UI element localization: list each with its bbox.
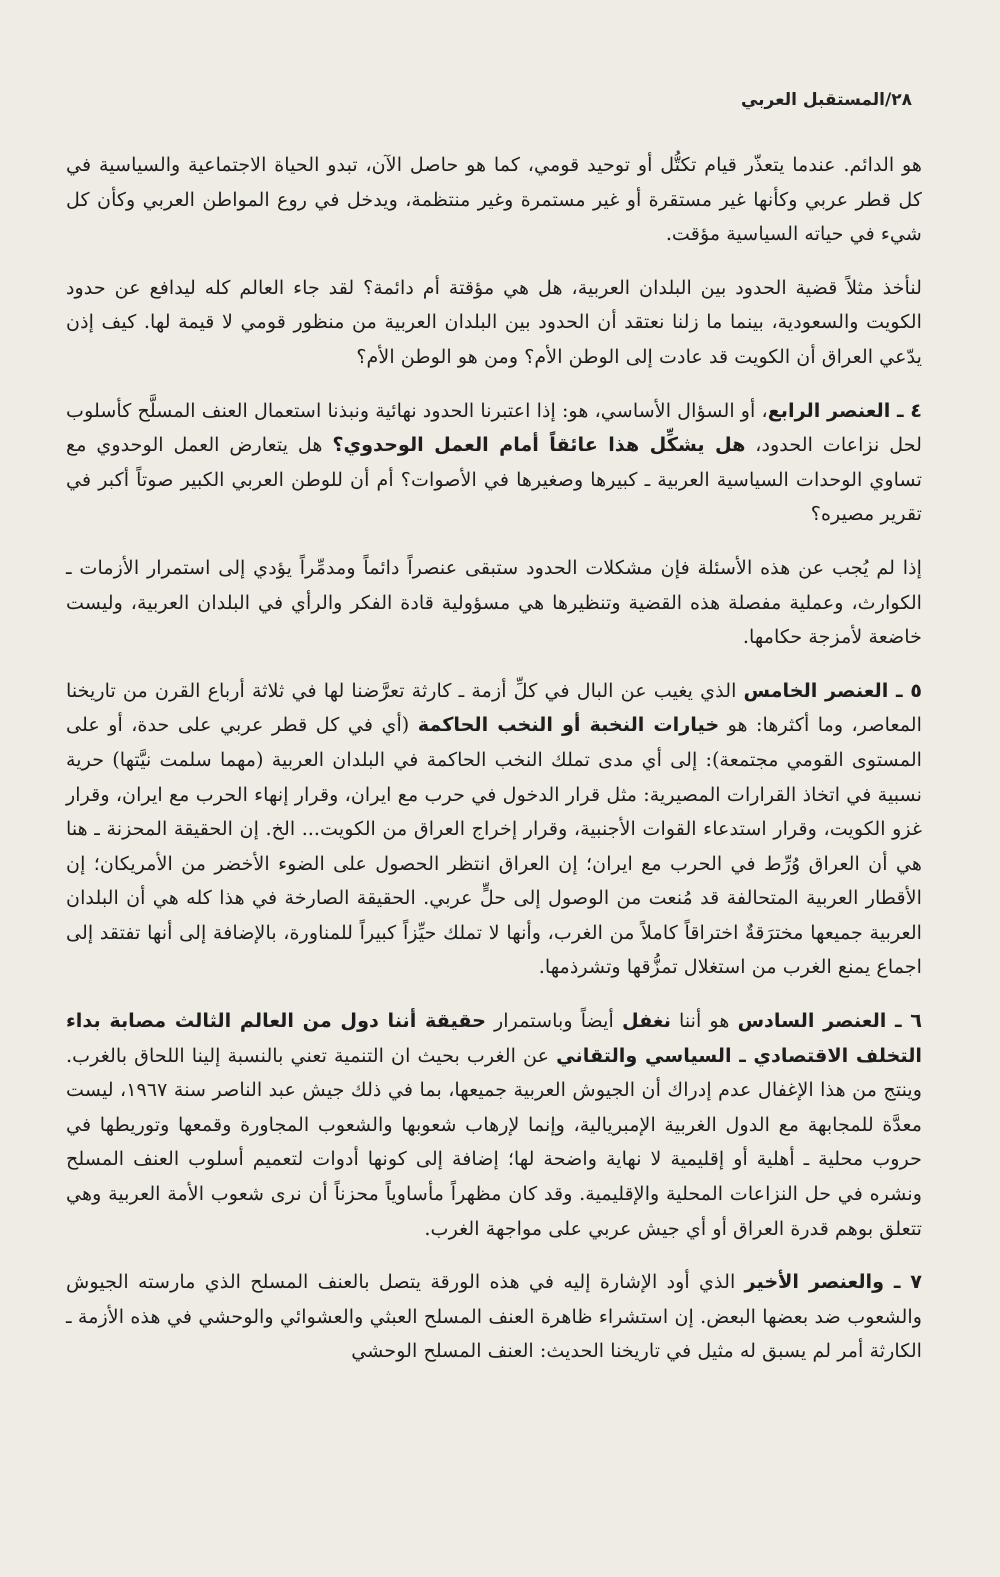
paragraph-element-5 bbox=[66, 674, 922, 985]
paragraph-element-6 bbox=[66, 1004, 922, 1246]
element-4-heading: ٤ ـ العنصر الرابع bbox=[767, 398, 922, 422]
paragraph-1: هو الدائم. عندما يتعذّر قيام تكتُّل أو توحيد قومي، كما هو حاصل الآن، تبدو الحياة الاجتماعية والسياسية في كل قطر عربي وكأنها غير مستقرة أو غير مستمرة وغير منتظمة، ويدخل في روع المواطن العربي وكأن كل شيء في حياته السياسية مؤقت. bbox=[66, 153, 922, 246]
running-head: ٢٨/المستقبل العربي bbox=[740, 90, 912, 110]
element-5-text-b: (أي في كل قطر عربي على حدة، أو على المستوى القومي مجتمعة): إلى أي مدى تملك النخب الحاكمة في البلدان العربية (مهما سلمت نيَّتها) حرية نسبية في اتخاذ القرارات المصيرية: مثل قرار الدخول في حرب مع ايران، وقرار إنهاء الحرب مع ايران، وقرار غزو الكويت، وقرار استدعاء القوات الأجنبية، وقرار إخراج العراق من الكويت... الخ. إن الحقيقة المحزنة ـ هنا هي أن العراق وُرِّط في الحرب مع ايران؛ إن العراق انتظر الحصول على الضوء الأخضر من الأمريكان؛ إن الأقطار العربية المتحالفة قد مُنعت من الوصول إلى حلٍّ عربي. الحقيقة الصارخة في هذا كله هي أن البلدان العربية جميعها مخترَقةٌ اختراقاً كاملاً من الغرب، وأنها لا تملك حيِّزاً كبيراً للمناورة، بالإضافة إلى أنها تفتقد إلى اجماع يمنع الغرب من استغلال تمزُّقها وتشرذمها. bbox=[66, 713, 922, 979]
element-4-text-a: ، أو السؤال الأساسي، هو: إذا اعتبرنا الحدود نهائية ونبذنا استعمال العنف المسلَّح كأسلوب لحل نزاعات الحدود، bbox=[66, 398, 922, 457]
element-5-text-a: الذي يغيب عن البال في كلِّ أزمة ـ كارثة تعرَّضنا لها في ثلاثة أرباع القرن من تاريخنا المعاصر، وما أكثرها: هو bbox=[66, 678, 922, 737]
paragraph-4: إذا لم يُجب عن هذه الأسئلة فإن مشكلات الحدود ستبقى عنصراً دائماً ومدمِّراً يؤدي إلى استمرار الأزمات ـ الكوارث، وعملية مفصلة هذه القضية وتنظيرها هي مسؤولية قادة الفكر والرأي في البلدان العربية، وليست خاضعة لأمزجة حكامها. bbox=[66, 555, 922, 649]
element-6-emphasis-a: نغفل bbox=[621, 1009, 671, 1033]
element-7-text: الذي أود الإشارة إليه في هذه الورقة يتصل بالعنف المسلح الذي مارسته الجيوش والشعوب ضد بعضها البعض. إن استشراء ظاهرة العنف المسلح العبثي والعشوائي والوحشي في هذه الأزمة ـ الكارثة أمر لم يسبق له مثيل في تاريخنا الحديث: العنف المسلح الوحشي bbox=[66, 1270, 922, 1363]
element-6-text-c: عن الغرب بحيث ان التنمية تعني بالنسبة إلينا اللحاق بالغرب. وينتج من هذا الإغفال عدم إدراك أن الجيوش العربية جميعها، بما في ذلك جيش عبد الناصر سنة ١٩٦٧، ليست معدَّة للمجابهة مع الدول الغربية الإمبريالية، وإنما لإرهاب شعوبها والشعوب المجاورة وقمعها وتوريطها في حروب محلية ـ أهلية أو إقليمية لا نهاية واضحة لها؛ إضافة إلى كونها أدوات لتعميم أسلوب العنف المسلح ونشره في حل النزاعات المحلية والإقليمية. وقد كان مظهراً مأساوياً محزناً أن نرى شعوب الأمة العربية وهي تتعلق بوهم قدرة العراق أو أي جيش عربي على مواجهة الغرب. bbox=[66, 1043, 923, 1240]
element-5-emphasis: خيارات النخبة أو النخب الحاكمة bbox=[417, 713, 720, 737]
paragraph-element-4 bbox=[66, 394, 922, 532]
element-6-heading: ٦ ـ العنصر السادس bbox=[737, 1009, 922, 1033]
paragraph-element-7 bbox=[66, 1265, 922, 1369]
element-6-emphasis-b: حقيقة أننا دول من العالم الثالث مصابة بداء التخلف الاقتصادي ـ السياسي والتقاني bbox=[66, 1009, 922, 1067]
element-5-heading: ٥ ـ العنصر الخامس bbox=[743, 678, 923, 702]
paragraph-2: لنأخذ مثلاً قضية الحدود بين البلدان العربية، هل هي مؤقتة أم دائمة؟ لقد جاء العالم كله ليدافع عن حدود الكويت والسعودية، بينما ما زلنا نعتقد أن الحدود بين البلدان العربية من منظور قومي لا قيمة لها. كيف إذن يدّعي العراق أن الكويت قد عادت إلى الوطن الأم؟ ومن هو الوطن الأم؟ bbox=[66, 275, 922, 368]
body-text bbox=[66, 148, 922, 1369]
element-6-text-b: أيضاً وباستمرار bbox=[485, 1009, 622, 1033]
element-7-heading: ٧ ـ والعنصر الأخير bbox=[744, 1270, 922, 1294]
element-4-emphasis: هل يشكِّل هذا عائقاً أمام العمل الوحدوي؟ bbox=[332, 433, 746, 457]
element-6-text-a: هو أننا bbox=[670, 1009, 738, 1033]
element-4-text-b: هل يتعارض العمل الوحدوي مع تساوي الوحدات السياسية العربية ـ كبيرها وصغيرها في الأصوات؟ أم أن للوطن العربي الكبير صوتاً أكبر في تقرير مصيره؟ bbox=[66, 433, 922, 526]
